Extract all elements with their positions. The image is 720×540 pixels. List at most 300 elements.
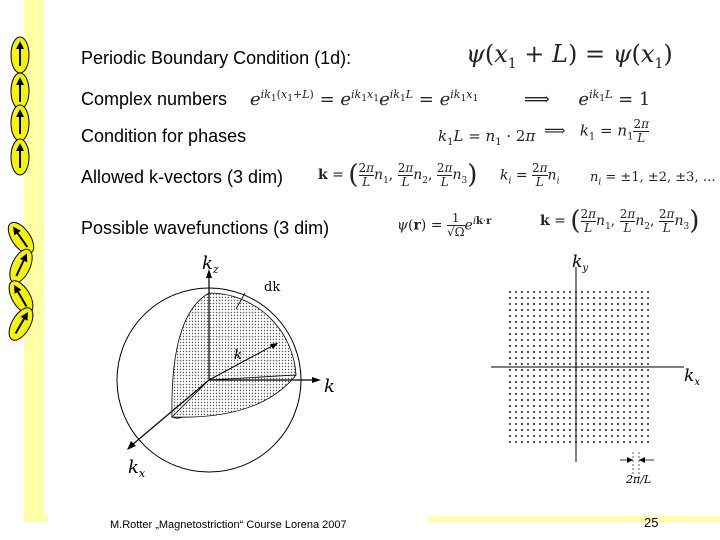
- lattice-point: [587, 435, 589, 437]
- lattice-point: [641, 309, 643, 311]
- lattice-point: [605, 345, 607, 347]
- lattice-point: [569, 429, 571, 431]
- lattice-point: [617, 321, 619, 323]
- lattice-point: [521, 351, 523, 353]
- lattice-point: [533, 393, 535, 395]
- lattice-point: [551, 363, 553, 365]
- lattice-point: [605, 303, 607, 305]
- lattice-point: [533, 345, 535, 347]
- lattice-point: [533, 291, 535, 293]
- lattice-point: [515, 411, 517, 413]
- lattice-point: [539, 405, 541, 407]
- row-label-kvectors: Allowed k-vectors (3 dim): [81, 167, 284, 187]
- equation-ni: $n_i = \pm 1$, ±2, ±3, …: [590, 170, 716, 188]
- lattice-point: [557, 387, 559, 389]
- lattice-point: [605, 327, 607, 329]
- lattice-point: [533, 339, 535, 341]
- lattice-point: [545, 363, 547, 365]
- lattice-point: [527, 309, 529, 311]
- lattice-point: [563, 363, 565, 365]
- lattice-point: [641, 291, 643, 293]
- lattice-point: [557, 429, 559, 431]
- lattice-point: [617, 423, 619, 425]
- lattice-point: [563, 291, 565, 293]
- lattice-point: [623, 405, 625, 407]
- k-grid-figure: [488, 247, 720, 492]
- lattice-point: [533, 375, 535, 377]
- lattice-point: [587, 429, 589, 431]
- lattice-point: [533, 387, 535, 389]
- k-arrowhead: [312, 377, 321, 383]
- row-label-pbc: Periodic Boundary Condition (1d):: [81, 48, 352, 68]
- lattice-point: [641, 417, 643, 419]
- lattice-point: [623, 399, 625, 401]
- lattice-point: [551, 345, 553, 347]
- lattice-point: [563, 405, 565, 407]
- spin-up-arrow-icon: [11, 73, 29, 109]
- lattice-point: [557, 321, 559, 323]
- lattice-point: [635, 441, 637, 443]
- lattice-point: [617, 399, 619, 401]
- lattice-point: [539, 393, 541, 395]
- lattice-point: [551, 429, 553, 431]
- lattice-point: [539, 387, 541, 389]
- k-radius-label: k: [234, 348, 242, 363]
- lattice-point: [605, 351, 607, 353]
- lattice-point: [533, 405, 535, 407]
- lattice-point: [629, 393, 631, 395]
- lattice-point: [521, 303, 523, 305]
- lattice-point: [605, 339, 607, 341]
- lattice-point: [611, 363, 613, 365]
- equation-kvec2: k = ( $\frac{2\pi}{L}$ $n_1$, $\frac{2\pi}{L}$ $n_2$, $\frac{2\pi}{L}$ $n_3$): [540, 206, 700, 236]
- lattice-point: [647, 303, 649, 305]
- lattice-point: [635, 297, 637, 299]
- lattice-point: [581, 411, 583, 413]
- lattice-point: [527, 339, 529, 341]
- lattice-point: [629, 363, 631, 365]
- lattice-point: [533, 429, 535, 431]
- lattice-point: [605, 435, 607, 437]
- lattice-point: [587, 309, 589, 311]
- lattice-point: [521, 435, 523, 437]
- lattice-point: [557, 399, 559, 401]
- lattice-point: [539, 297, 541, 299]
- lattice-point: [623, 381, 625, 383]
- spacing-label: 2π/L: [626, 473, 652, 486]
- lattice-point: [635, 345, 637, 347]
- lattice-point: [605, 423, 607, 425]
- lattice-point: [635, 369, 637, 371]
- lattice-point: [587, 345, 589, 347]
- lattice-point: [617, 411, 619, 413]
- lattice-point: [569, 297, 571, 299]
- lattice-point: [509, 393, 511, 395]
- lattice-point: [611, 369, 613, 371]
- lattice-point: [509, 375, 511, 377]
- lattice-point: [635, 315, 637, 317]
- lattice-point: [647, 441, 649, 443]
- lattice-point: [521, 291, 523, 293]
- lattice-point: [515, 429, 517, 431]
- lattice-point: [629, 327, 631, 329]
- lattice-point: [611, 333, 613, 335]
- lattice-point: [635, 339, 637, 341]
- lattice-point: [533, 303, 535, 305]
- lattice-point: [641, 339, 643, 341]
- lattice-point: [527, 303, 529, 305]
- lattice-point: [551, 321, 553, 323]
- lattice-point: [629, 411, 631, 413]
- lattice-point: [599, 441, 601, 443]
- lattice-point: [593, 417, 595, 419]
- lattice-point: [605, 399, 607, 401]
- lattice-point: [617, 351, 619, 353]
- lattice-point: [605, 309, 607, 311]
- lattice-point: [545, 417, 547, 419]
- lattice-point: [647, 339, 649, 341]
- lattice-point: [545, 339, 547, 341]
- lattice-point: [539, 435, 541, 437]
- lattice-point: [581, 369, 583, 371]
- lattice-point: [521, 321, 523, 323]
- lattice-point: [611, 411, 613, 413]
- lattice-point: [629, 435, 631, 437]
- lattice-point: [647, 321, 649, 323]
- lattice-point: [563, 339, 565, 341]
- lattice-point: [521, 339, 523, 341]
- lattice-point: [641, 411, 643, 413]
- lattice-point: [611, 405, 613, 407]
- lattice-point: [635, 375, 637, 377]
- lattice-point: [611, 441, 613, 443]
- lattice-point: [605, 291, 607, 293]
- lattice-point: [563, 315, 565, 317]
- lattice-point: [521, 405, 523, 407]
- lattice-point: [647, 357, 649, 359]
- dk-label: dk: [264, 280, 281, 295]
- lattice-point: [623, 351, 625, 353]
- lattice-point: [563, 303, 565, 305]
- lattice-point: [623, 345, 625, 347]
- lattice-point: [557, 411, 559, 413]
- lattice-point: [611, 291, 613, 293]
- lattice-point: [551, 375, 553, 377]
- lattice-point: [629, 315, 631, 317]
- equation-pbc: $\psi(x_1 + L) = \psi(x_1)$: [466, 40, 673, 72]
- lattice-point: [539, 291, 541, 293]
- lattice-point: [569, 303, 571, 305]
- lattice-point: [539, 333, 541, 335]
- lattice-point: [557, 351, 559, 353]
- lattice-point: [647, 405, 649, 407]
- lattice-point: [545, 375, 547, 377]
- kx-label: $k_x$: [128, 457, 146, 480]
- lattice-point: [557, 393, 559, 395]
- lattice-point: [551, 309, 553, 311]
- lattice-point: [569, 381, 571, 383]
- lattice-point: [611, 429, 613, 431]
- lattice-point: [647, 327, 649, 329]
- lattice-point: [509, 387, 511, 389]
- lattice-point: [623, 303, 625, 305]
- lattice-point: [647, 345, 649, 347]
- lattice-point: [629, 345, 631, 347]
- lattice-point: [587, 375, 589, 377]
- ky-label: $k_y$: [572, 252, 588, 274]
- lattice-point: [581, 375, 583, 377]
- lattice-point: [599, 429, 601, 431]
- lattice-point: [629, 369, 631, 371]
- lattice-point: [563, 429, 565, 431]
- lattice-point: [515, 435, 517, 437]
- lattice-point: [545, 357, 547, 359]
- lattice-point: [623, 297, 625, 299]
- lattice-point: [623, 423, 625, 425]
- lattice-point: [617, 333, 619, 335]
- lattice-point: [569, 399, 571, 401]
- lattice-point: [569, 435, 571, 437]
- k-label: k: [324, 376, 335, 397]
- lattice-point: [521, 423, 523, 425]
- spin-up-arrow-icon: [11, 139, 29, 175]
- spacing-arrowhead-left: [627, 457, 633, 463]
- lattice-point: [527, 345, 529, 347]
- lattice-point: [635, 399, 637, 401]
- lattice-point: [581, 435, 583, 437]
- lattice-point: [593, 327, 595, 329]
- lattice-point: [593, 309, 595, 311]
- lattice-point: [605, 381, 607, 383]
- lattice-point: [617, 387, 619, 389]
- lattice-point: [587, 387, 589, 389]
- lattice-point: [629, 417, 631, 419]
- lattice-point: [629, 441, 631, 443]
- equation-complex-result: ⟹ $e^{ik_1L} = 1$: [524, 88, 651, 110]
- lattice-point: [563, 345, 565, 347]
- lattice-point: [563, 309, 565, 311]
- lattice-point: [521, 297, 523, 299]
- lattice-point: [509, 291, 511, 293]
- lattice-point: [551, 339, 553, 341]
- lattice-point: [623, 333, 625, 335]
- lattice-point: [545, 315, 547, 317]
- lattice-point: [641, 363, 643, 365]
- lattice-point: [509, 381, 511, 383]
- lattice-point: [509, 405, 511, 407]
- lattice-point: [605, 363, 607, 365]
- lattice-point: [635, 423, 637, 425]
- lattice-point: [557, 423, 559, 425]
- lattice-point: [593, 423, 595, 425]
- lattice-point: [617, 369, 619, 371]
- row-label-phases: Condition for phases: [81, 126, 247, 146]
- lattice-point: [605, 405, 607, 407]
- lattice-point: [599, 333, 601, 335]
- spin-up-arrow-icon: [11, 105, 29, 141]
- lattice-point: [641, 357, 643, 359]
- lattice-point: [605, 393, 607, 395]
- lattice-point: [533, 435, 535, 437]
- lattice-point: [551, 369, 553, 371]
- lattice-point: [641, 327, 643, 329]
- lattice-point: [587, 339, 589, 341]
- lattice-point: [593, 411, 595, 413]
- lattice-point: [581, 429, 583, 431]
- lattice-point: [515, 441, 517, 443]
- lattice-point: [539, 309, 541, 311]
- lattice-point: [593, 441, 595, 443]
- lattice-point: [599, 351, 601, 353]
- lattice-point: [527, 291, 529, 293]
- lattice-point: [581, 387, 583, 389]
- lattice-point: [557, 339, 559, 341]
- lattice-point: [557, 441, 559, 443]
- lattice-point: [533, 411, 535, 413]
- row-label-complex: Complex numbers: [81, 89, 228, 109]
- lattice-point: [545, 321, 547, 323]
- lattice-point: [599, 339, 601, 341]
- lattice-point: [521, 381, 523, 383]
- lattice-point: [527, 357, 529, 359]
- lattice-point: [647, 393, 649, 395]
- lattice-point: [581, 303, 583, 305]
- lattice-point: [611, 393, 613, 395]
- lattice-point: [539, 363, 541, 365]
- lattice-point: [611, 375, 613, 377]
- lattice-point: [629, 381, 631, 383]
- lattice-point: [515, 321, 517, 323]
- lattice-point: [623, 291, 625, 293]
- bottom-bar-right: [428, 516, 720, 522]
- lattice-point: [533, 399, 535, 401]
- lattice-point: [641, 393, 643, 395]
- lattice-point: [629, 351, 631, 353]
- lattice-point: [617, 339, 619, 341]
- lattice-point: [527, 423, 529, 425]
- lattice-point: [641, 423, 643, 425]
- lattice-point: [569, 441, 571, 443]
- lattice-point: [593, 381, 595, 383]
- lattice-point: [617, 309, 619, 311]
- lattice-point: [605, 369, 607, 371]
- lattice-point: [533, 297, 535, 299]
- lattice-point: [611, 435, 613, 437]
- lattice-point: [545, 351, 547, 353]
- lattice-point: [599, 423, 601, 425]
- lattice-point: [599, 369, 601, 371]
- lattice-point: [605, 357, 607, 359]
- lattice-point: [635, 429, 637, 431]
- lattice-point: [629, 387, 631, 389]
- lattice-point: [509, 435, 511, 437]
- lattice-point: [593, 345, 595, 347]
- lattice-point: [629, 399, 631, 401]
- lattice-point: [593, 297, 595, 299]
- lattice-point: [515, 315, 517, 317]
- lattice-point: [563, 387, 565, 389]
- lattice-point: [629, 297, 631, 299]
- lattice-point: [509, 423, 511, 425]
- lattice-point: [545, 297, 547, 299]
- equation-complex: $e^{ik_1(x_1+L)} = e^{ik_1x_1}e^{ik_1L} = e^{ik_1x_1}$: [250, 88, 479, 110]
- lattice-point: [611, 381, 613, 383]
- lattice-point: [521, 375, 523, 377]
- lattice-point: [527, 369, 529, 371]
- lattice-point: [563, 393, 565, 395]
- lattice-point: [533, 327, 535, 329]
- lattice-point: [593, 405, 595, 407]
- lattice-point: [527, 327, 529, 329]
- lattice-point: [611, 321, 613, 323]
- lattice-point: [515, 333, 517, 335]
- lattice-point: [581, 423, 583, 425]
- lattice-point: [545, 411, 547, 413]
- lattice-point: [647, 381, 649, 383]
- lattice-point: [509, 429, 511, 431]
- lattice-point: [521, 327, 523, 329]
- lattice-point: [515, 291, 517, 293]
- lattice-point: [635, 321, 637, 323]
- lattice-point: [635, 357, 637, 359]
- lattice-point: [551, 435, 553, 437]
- lattice-point: [521, 363, 523, 365]
- lattice-point: [521, 357, 523, 359]
- lattice-point: [569, 357, 571, 359]
- lattice-point: [635, 405, 637, 407]
- lattice-point: [509, 297, 511, 299]
- lattice-point: [611, 327, 613, 329]
- bottom-bar-left: [24, 516, 48, 522]
- lattice-point: [569, 369, 571, 371]
- lattice-point: [641, 399, 643, 401]
- lattice-point: [569, 327, 571, 329]
- lattice-point: [587, 321, 589, 323]
- lattice-point: [641, 429, 643, 431]
- lattice-point: [557, 333, 559, 335]
- lattice-point: [605, 315, 607, 317]
- lattice-point: [587, 333, 589, 335]
- lattice-point: [539, 369, 541, 371]
- lattice-point: [641, 345, 643, 347]
- lattice-point: [515, 327, 517, 329]
- lattice-point: [527, 387, 529, 389]
- lattice-point: [581, 363, 583, 365]
- lattice-point: [617, 435, 619, 437]
- lattice-point: [521, 399, 523, 401]
- lattice-point: [581, 405, 583, 407]
- lattice-point: [581, 309, 583, 311]
- lattice-point: [635, 381, 637, 383]
- lattice-point: [605, 411, 607, 413]
- lattice-point: [605, 429, 607, 431]
- lattice-point: [581, 399, 583, 401]
- lattice-point: [557, 345, 559, 347]
- lattice-point: [581, 333, 583, 335]
- lattice-point: [641, 351, 643, 353]
- lattice-point: [569, 411, 571, 413]
- lattice-point: [587, 399, 589, 401]
- lattice-point: [557, 297, 559, 299]
- lattice-point: [623, 441, 625, 443]
- lattice-point: [533, 441, 535, 443]
- lattice-point: [569, 405, 571, 407]
- lattice-point: [545, 381, 547, 383]
- lattice-point: [587, 363, 589, 365]
- lattice-point: [635, 363, 637, 365]
- lattice-point: [581, 381, 583, 383]
- equation-phase: $k_1L = n_1 \cdot 2\pi$: [438, 127, 536, 148]
